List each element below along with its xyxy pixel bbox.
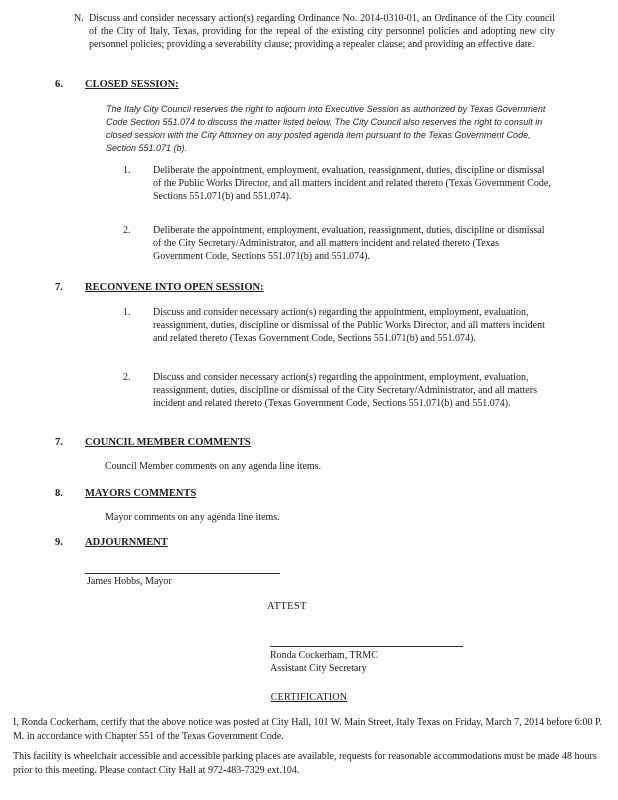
secretary-signature-line: [270, 646, 463, 647]
council-member-comments-body: Council Member comments on any agenda line items.: [105, 461, 322, 472]
closed-session-item-1: [123, 164, 551, 203]
reconvene-title: RECONVENE INTO OPEN SESSION:: [85, 282, 264, 293]
agenda-item-n-text: Discuss and consider necessary action(s) regarding Ordinance No. 2014-0310-01, an Ordinance of the City council of the City of Italy, Texas, providing for the repeal of the existing city personnel policies and adopting new city personnel policies; providing a severability clause; providing a repealer clause; and providing an effective date.: [89, 13, 555, 50]
agenda-item-n-number: N.: [74, 13, 84, 24]
mayors-comments-body: Mayor comments on any agenda line items.: [105, 512, 280, 523]
accessibility-notice: This facility is wheelchair accessible and accessible parking places are available, requests for reasonable accommodations must be made 48 hours prior to this meeting. Please contact City Hall at 972-483-7329 ext.104.: [13, 751, 597, 776]
mayor-signature-line: [85, 573, 280, 574]
adjournment-heading: [55, 536, 168, 549]
certification-heading: [0, 691, 618, 704]
closed-session-title: CLOSED SESSION:: [85, 79, 179, 90]
certification-title: CERTIFICATION: [270, 692, 348, 703]
closed-session-item-2-text: Deliberate the appointment, employment, evaluation, reassignment, duties, discipline or dismissal of the City Secretary/Administrator, and all matters incident and related thereto (Texas Government Code, Sections 551.071(b) and 551.074).: [153, 225, 545, 262]
reconvene-item-1-text: Discuss and consider necessary action(s) regarding the appointment, employment, evaluation, reassignment, duties, discipline or dismissal of the Public Works Director, and all matters incident and related thereto (Texas Government Code, Sections 551.071(b) and 551.074).: [153, 307, 545, 344]
council-member-comments-number: 7.: [55, 437, 63, 448]
executive-session-notice: The Italy City Council reserves the right to adjourn into Executive Session as authorized by Texas Government Code Section 551.074 to discuss the matter listed below. The City Council also reserves the right to consult in closed session with the City Attorney on any posted agenda item pursuant to the Texas Government Code, Section 551.071 (b).: [106, 104, 546, 153]
closed-session-number: 6.: [55, 79, 63, 90]
secretary-signature-name: Ronda Cockerham, TRMC: [270, 650, 378, 661]
reconvene-item-1: [123, 306, 555, 345]
certification-body: I, Ronda Cockerham, certify that the above notice was posted at City Hall, 101 W. Main Street, Italy Texas on Friday, March 7, 2014 before 6:00 P. M. in accordance with Chapter 551 of the Texas Government Code.: [13, 717, 602, 742]
adjournment-number: 9.: [55, 537, 63, 548]
reconvene-item-2-number: 2.: [123, 372, 131, 383]
mayor-signature-name: James Hobbs, Mayor: [87, 576, 172, 587]
closed-session-item-2: [123, 224, 551, 263]
reconvene-heading: [55, 281, 264, 294]
attest-label: ATTEST: [267, 601, 307, 612]
closed-session-heading: [55, 78, 179, 91]
closed-session-item-2-number: 2.: [123, 225, 131, 236]
adjournment-title: ADJOURNMENT: [85, 537, 168, 548]
secretary-signature-title: Assistant City Secretary: [270, 663, 367, 674]
council-member-comments-title: COUNCIL MEMBER COMMENTS: [85, 437, 251, 448]
council-member-comments-heading: [55, 436, 251, 449]
reconvene-item-2-text: Discuss and consider necessary action(s) regarding the appointment, employment, evaluation, reassignment, duties, discipline or dismissal of the City Secretary/Administrator, and all matters incident and related thereto (Texas Government Code, Sections 551.071(b) and 551.074).: [153, 372, 537, 409]
agenda-item-n: [74, 12, 555, 51]
reconvene-item-2: [123, 371, 555, 410]
mayors-comments-heading: [55, 487, 196, 500]
mayors-comments-number: 8.: [55, 488, 63, 499]
reconvene-item-1-number: 1.: [123, 307, 131, 318]
reconvene-number: 7.: [55, 282, 63, 293]
mayors-comments-title: MAYORS COMMENTS: [85, 488, 197, 499]
closed-session-item-1-number: 1.: [123, 165, 131, 176]
closed-session-item-1-text: Deliberate the appointment, employment, evaluation, reassignment, duties, discipline or dismissal of the Public Works Director, and all matters incident and related thereto (Texas Government Code, Sections 551.071(b) and 551.074).: [153, 165, 551, 202]
